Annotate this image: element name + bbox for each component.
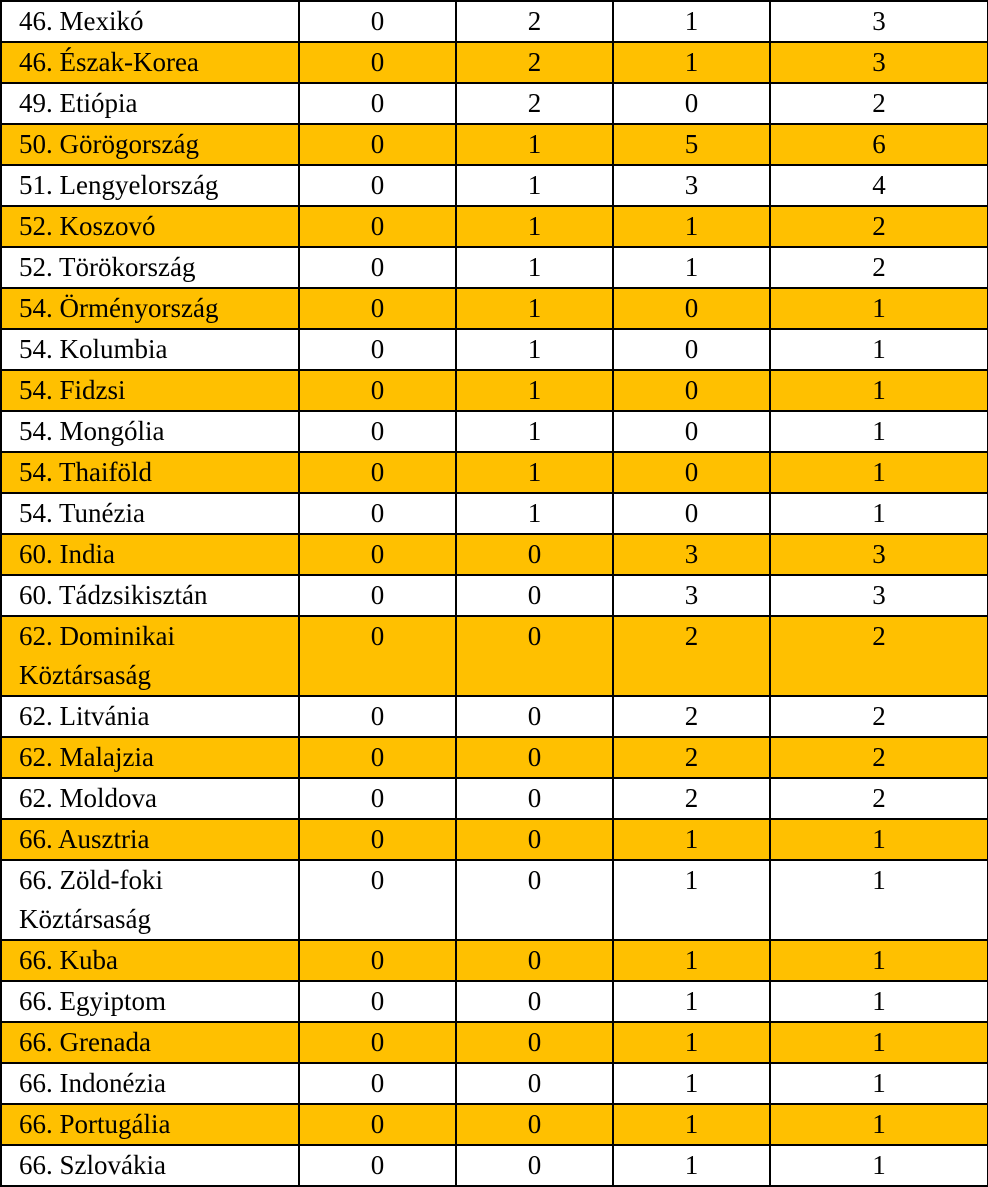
country-cell: 60. India (1, 534, 299, 575)
gold-count-cell: 0 (299, 206, 456, 247)
country-cell: 54. Kolumbia (1, 329, 299, 370)
total-count-cell: 2 (770, 616, 988, 696)
total-count-cell: 6 (770, 124, 988, 165)
bronze-count-cell: 3 (613, 165, 770, 206)
gold-count-cell: 0 (299, 860, 456, 940)
country-cell: 50. Görögország (1, 124, 299, 165)
total-count-cell: 1 (770, 940, 988, 981)
gold-count-cell: 0 (299, 616, 456, 696)
total-count-cell: 1 (770, 1063, 988, 1104)
bronze-count-cell: 0 (613, 370, 770, 411)
gold-count-cell: 0 (299, 819, 456, 860)
silver-count-cell: 0 (456, 1104, 613, 1145)
bronze-count-cell: 1 (613, 1145, 770, 1186)
total-count-cell: 1 (770, 1145, 988, 1186)
bronze-count-cell: 1 (613, 1063, 770, 1104)
table-row (1, 575, 988, 616)
bronze-count-cell: 1 (613, 860, 770, 940)
country-cell: 49. Etiópia (1, 83, 299, 124)
bronze-count-cell: 2 (613, 616, 770, 696)
gold-count-cell: 0 (299, 1104, 456, 1145)
table-row (1, 534, 988, 575)
bronze-count-cell: 1 (613, 206, 770, 247)
table-row (1, 940, 988, 981)
country-cell: 54. Örményország (1, 288, 299, 329)
gold-count-cell: 0 (299, 42, 456, 83)
silver-count-cell: 0 (456, 819, 613, 860)
total-count-cell: 2 (770, 778, 988, 819)
total-count-cell: 1 (770, 370, 988, 411)
silver-count-cell: 1 (456, 411, 613, 452)
table-row (1, 1, 988, 42)
total-count-cell: 4 (770, 165, 988, 206)
country-cell: 66. Portugália (1, 1104, 299, 1145)
table-row (1, 370, 988, 411)
table-row (1, 42, 988, 83)
medal-table-body (1, 1, 988, 1186)
bronze-count-cell: 3 (613, 534, 770, 575)
bronze-count-cell: 2 (613, 778, 770, 819)
total-count-cell: 3 (770, 42, 988, 83)
gold-count-cell: 0 (299, 1, 456, 42)
total-count-cell: 1 (770, 329, 988, 370)
total-count-cell: 3 (770, 534, 988, 575)
country-cell: 66. Ausztria (1, 819, 299, 860)
bronze-count-cell: 3 (613, 575, 770, 616)
table-row (1, 1063, 988, 1104)
gold-count-cell: 0 (299, 778, 456, 819)
silver-count-cell: 1 (456, 124, 613, 165)
silver-count-cell: 2 (456, 83, 613, 124)
country-cell: 62. Malajzia (1, 737, 299, 778)
bronze-count-cell: 1 (613, 1, 770, 42)
gold-count-cell: 0 (299, 493, 456, 534)
silver-count-cell: 0 (456, 778, 613, 819)
total-count-cell: 3 (770, 575, 988, 616)
table-row (1, 819, 988, 860)
total-count-cell: 2 (770, 83, 988, 124)
country-cell: 46. Mexikó (1, 1, 299, 42)
country-cell: 52. Törökország (1, 247, 299, 288)
total-count-cell: 1 (770, 860, 988, 940)
bronze-count-cell: 0 (613, 83, 770, 124)
total-count-cell: 2 (770, 206, 988, 247)
silver-count-cell: 2 (456, 42, 613, 83)
bronze-count-cell: 2 (613, 737, 770, 778)
country-cell: 54. Tunézia (1, 493, 299, 534)
bronze-count-cell: 0 (613, 452, 770, 493)
silver-count-cell: 1 (456, 165, 613, 206)
table-row (1, 616, 988, 696)
country-cell: 62. Dominikai Köztársaság (1, 616, 299, 696)
silver-count-cell: 0 (456, 940, 613, 981)
silver-count-cell: 1 (456, 288, 613, 329)
table-row (1, 1104, 988, 1145)
table-row (1, 288, 988, 329)
silver-count-cell: 0 (456, 1145, 613, 1186)
total-count-cell: 1 (770, 819, 988, 860)
bronze-count-cell: 1 (613, 1104, 770, 1145)
gold-count-cell: 0 (299, 83, 456, 124)
table-row (1, 165, 988, 206)
total-count-cell: 1 (770, 1104, 988, 1145)
table-row (1, 83, 988, 124)
bronze-count-cell: 2 (613, 696, 770, 737)
gold-count-cell: 0 (299, 1063, 456, 1104)
silver-count-cell: 0 (456, 1063, 613, 1104)
gold-count-cell: 0 (299, 124, 456, 165)
gold-count-cell: 0 (299, 288, 456, 329)
table-row (1, 493, 988, 534)
total-count-cell: 1 (770, 411, 988, 452)
total-count-cell: 1 (770, 1022, 988, 1063)
total-count-cell: 3 (770, 1, 988, 42)
silver-count-cell: 0 (456, 575, 613, 616)
silver-count-cell: 0 (456, 616, 613, 696)
bronze-count-cell: 1 (613, 819, 770, 860)
silver-count-cell: 0 (456, 737, 613, 778)
country-cell: 66. Grenada (1, 1022, 299, 1063)
country-cell: 66. Kuba (1, 940, 299, 981)
country-cell: 54. Mongólia (1, 411, 299, 452)
silver-count-cell: 1 (456, 493, 613, 534)
table-row (1, 124, 988, 165)
gold-count-cell: 0 (299, 411, 456, 452)
total-count-cell: 1 (770, 452, 988, 493)
country-cell: 54. Fidzsi (1, 370, 299, 411)
gold-count-cell: 0 (299, 981, 456, 1022)
gold-count-cell: 0 (299, 940, 456, 981)
bronze-count-cell: 0 (613, 411, 770, 452)
silver-count-cell: 1 (456, 452, 613, 493)
country-cell: 51. Lengyelország (1, 165, 299, 206)
silver-count-cell: 0 (456, 1022, 613, 1063)
gold-count-cell: 0 (299, 575, 456, 616)
bronze-count-cell: 0 (613, 288, 770, 329)
total-count-cell: 2 (770, 737, 988, 778)
table-row (1, 206, 988, 247)
table-row (1, 696, 988, 737)
bronze-count-cell: 1 (613, 981, 770, 1022)
bronze-count-cell: 0 (613, 493, 770, 534)
gold-count-cell: 0 (299, 534, 456, 575)
country-cell: 54. Thaiföld (1, 452, 299, 493)
silver-count-cell: 1 (456, 370, 613, 411)
table-row (1, 247, 988, 288)
bronze-count-cell: 1 (613, 42, 770, 83)
bronze-count-cell: 0 (613, 329, 770, 370)
gold-count-cell: 0 (299, 737, 456, 778)
total-count-cell: 2 (770, 696, 988, 737)
table-row (1, 778, 988, 819)
silver-count-cell: 0 (456, 860, 613, 940)
silver-count-cell: 0 (456, 696, 613, 737)
bronze-count-cell: 5 (613, 124, 770, 165)
bronze-count-cell: 1 (613, 940, 770, 981)
table-row (1, 981, 988, 1022)
gold-count-cell: 0 (299, 370, 456, 411)
total-count-cell: 1 (770, 288, 988, 329)
country-cell: 60. Tádzsikisztán (1, 575, 299, 616)
silver-count-cell: 1 (456, 247, 613, 288)
gold-count-cell: 0 (299, 1022, 456, 1063)
total-count-cell: 2 (770, 247, 988, 288)
silver-count-cell: 2 (456, 1, 613, 42)
table-row (1, 1145, 988, 1186)
total-count-cell: 1 (770, 493, 988, 534)
country-cell: 62. Litvánia (1, 696, 299, 737)
country-cell: 52. Koszovó (1, 206, 299, 247)
silver-count-cell: 0 (456, 534, 613, 575)
country-cell: 46. Észak-Korea (1, 42, 299, 83)
gold-count-cell: 0 (299, 1145, 456, 1186)
country-cell: 66. Szlovákia (1, 1145, 299, 1186)
gold-count-cell: 0 (299, 696, 456, 737)
table-row (1, 452, 988, 493)
table-row (1, 1022, 988, 1063)
table-row (1, 411, 988, 452)
country-cell: 66. Zöld-foki Köztársaság (1, 860, 299, 940)
table-row (1, 737, 988, 778)
total-count-cell: 1 (770, 981, 988, 1022)
gold-count-cell: 0 (299, 247, 456, 288)
silver-count-cell: 1 (456, 329, 613, 370)
gold-count-cell: 0 (299, 329, 456, 370)
table-row (1, 860, 988, 940)
table-row (1, 329, 988, 370)
country-cell: 66. Indonézia (1, 1063, 299, 1104)
silver-count-cell: 0 (456, 981, 613, 1022)
silver-count-cell: 1 (456, 206, 613, 247)
bronze-count-cell: 1 (613, 247, 770, 288)
country-cell: 66. Egyiptom (1, 981, 299, 1022)
gold-count-cell: 0 (299, 452, 456, 493)
gold-count-cell: 0 (299, 165, 456, 206)
bronze-count-cell: 1 (613, 1022, 770, 1063)
country-cell: 62. Moldova (1, 778, 299, 819)
